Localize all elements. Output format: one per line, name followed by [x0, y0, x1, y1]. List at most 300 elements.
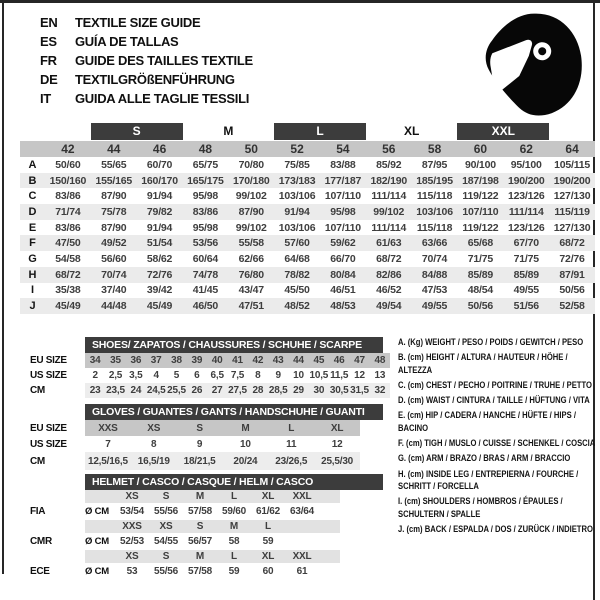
- size-value: M: [241, 422, 250, 434]
- measurement-value: 123/126: [507, 221, 545, 234]
- size-value: 23,5: [106, 385, 125, 396]
- measurement-value: 53/56: [192, 237, 219, 250]
- size-label: XS: [125, 491, 139, 502]
- language-code: EN: [40, 15, 58, 30]
- size-value: 10: [293, 370, 304, 381]
- band-values: [85, 520, 340, 533]
- size-value: 48: [374, 355, 386, 366]
- measurement-value: 127/130: [553, 221, 591, 234]
- shoes-size-table: [30, 337, 390, 398]
- size-value: 9: [275, 370, 281, 381]
- measurement-value: 70/74: [101, 268, 127, 281]
- measurement-row: [20, 188, 595, 204]
- size-number: 42: [61, 142, 75, 156]
- measurement-value: 65/75: [192, 158, 219, 171]
- racing-helmet-icon: [477, 12, 589, 118]
- size-value: XL: [330, 422, 344, 434]
- size-label: XL: [261, 491, 275, 502]
- size-number: 54: [336, 142, 350, 156]
- size-value: 23/26,5: [275, 455, 308, 467]
- measurement-value: 35/38: [55, 284, 81, 297]
- measurement-value: 85/89: [467, 268, 494, 281]
- measurement-value: 119/122: [462, 221, 499, 234]
- measurement-value: 45/49: [55, 300, 81, 313]
- language-title: GUIDA ALLE TAGLIE TESSILI: [75, 91, 250, 106]
- measurement-value: 39/42: [146, 284, 173, 297]
- row-values: [85, 383, 390, 398]
- measurement-value: 49/55: [421, 300, 448, 313]
- size-value: XS: [147, 422, 161, 434]
- size-value: 52/53: [119, 536, 145, 547]
- language-code: IT: [40, 91, 51, 106]
- size-label: XS: [125, 551, 139, 562]
- size-value: 30,5: [329, 385, 349, 396]
- measurement-value: 63/66: [421, 237, 448, 250]
- row-letter: A: [28, 158, 37, 171]
- measurement-value: 50/56: [559, 284, 585, 297]
- measurement-value: 103/106: [416, 205, 453, 218]
- measurement-value: 119/122: [462, 190, 499, 203]
- measurement-value: 111/114: [371, 221, 407, 234]
- size-value: 38: [171, 355, 182, 366]
- measurement-value: 190/200: [507, 174, 545, 187]
- measurement-value: 90/100: [464, 158, 496, 171]
- size-row-us-size: [30, 436, 390, 452]
- size-value: 56/57: [187, 536, 213, 547]
- standard-name: FIA: [30, 506, 46, 517]
- size-value: 16,5/19: [137, 455, 170, 467]
- measurement-value: 64/68: [284, 252, 310, 265]
- size-value: 18/21,5: [183, 455, 216, 467]
- size-number: 58: [427, 142, 442, 156]
- size-value: 46: [333, 355, 345, 366]
- measurement-value: 99/102: [373, 205, 405, 218]
- size-label: M: [195, 551, 205, 562]
- size-value: 39: [191, 355, 203, 366]
- measurement-value: 37/40: [101, 284, 127, 297]
- size-value: XXS: [98, 422, 118, 434]
- row-letter: I: [30, 284, 35, 297]
- size-label: L: [265, 521, 271, 532]
- measurement-value: 103/106: [278, 190, 316, 203]
- row-label: CM: [30, 455, 45, 467]
- size-value: 2: [92, 370, 98, 381]
- frame-border-top: [0, 0, 600, 3]
- size-row-cm: [30, 383, 390, 398]
- size-value: 47: [354, 355, 365, 366]
- measurement-value: 47/53: [421, 284, 448, 297]
- measurement-row: [20, 283, 595, 299]
- size-value: 12: [331, 438, 343, 450]
- size-value: 27: [211, 385, 223, 396]
- size-value: S: [196, 422, 203, 434]
- size-group-m: M: [223, 124, 234, 138]
- measurement-value: 115/119: [554, 205, 590, 218]
- measurement-value: 51/54: [146, 237, 173, 250]
- size-label: XXL: [292, 491, 312, 502]
- helmet-size-table: [30, 474, 340, 580]
- row-label: CM: [30, 385, 45, 396]
- size-value: 42: [252, 355, 264, 366]
- helmet-size-band: [30, 490, 340, 503]
- measurement-row: [20, 157, 595, 173]
- measurement-value: 70/80: [238, 158, 264, 171]
- measurement-value: 115/118: [416, 221, 453, 234]
- measurement-value: 75/78: [101, 205, 127, 218]
- size-label: L: [231, 551, 237, 562]
- size-value: 32: [374, 385, 386, 396]
- measurement-value: 46/51: [330, 284, 356, 297]
- measurement-value: 123/126: [507, 190, 545, 203]
- size-value: 4: [153, 370, 159, 381]
- measurement-value: 48/53: [330, 300, 356, 313]
- measurement-value: 68/72: [559, 237, 585, 250]
- size-value: 43: [272, 355, 284, 366]
- measurement-value: 82/86: [376, 268, 402, 281]
- measurement-value: 165/175: [187, 174, 224, 187]
- standard-values: [85, 533, 340, 550]
- size-row-cm: [30, 452, 390, 470]
- legend-item: G. (cm) ARM / BRAZO / BRAS / ARM / BRACCIO: [398, 453, 571, 464]
- size-number: 48: [198, 142, 213, 156]
- diameter-label: Ø CM: [85, 536, 110, 547]
- size-row-eu-size: [30, 353, 390, 368]
- size-row-us-size: [30, 368, 390, 383]
- row-letter: E: [28, 221, 37, 234]
- size-label: XXS: [122, 521, 142, 532]
- size-value: 24,5: [146, 385, 166, 396]
- size-value: 11,5: [330, 370, 349, 381]
- measurement-value: 83/88: [330, 158, 356, 171]
- measurement-value: 91/94: [146, 221, 173, 234]
- language-code: ES: [40, 34, 57, 49]
- size-value: 7,5: [230, 370, 245, 381]
- size-value: 13: [374, 370, 386, 381]
- row-values: [85, 353, 390, 368]
- measurement-value: 71/75: [467, 252, 494, 265]
- standard-values: [85, 503, 340, 520]
- size-value: 10: [240, 438, 251, 450]
- measurement-value: 103/106: [278, 221, 316, 234]
- band-values: [85, 490, 340, 503]
- measurement-value: 155/165: [95, 174, 133, 187]
- row-letter: C: [28, 190, 37, 203]
- measurement-value: 80/84: [330, 268, 356, 281]
- measurement-value: 87/90: [101, 221, 127, 234]
- measurement-value: 66/70: [330, 252, 356, 265]
- size-value: 2,5: [108, 370, 123, 381]
- row-label: US SIZE: [30, 370, 67, 381]
- language-row: [40, 32, 253, 51]
- measurement-value: 95/100: [510, 158, 542, 171]
- measurement-legend: [398, 336, 597, 538]
- size-value: 28: [252, 385, 264, 396]
- measurement-value: 61/63: [376, 237, 402, 250]
- measurement-value: 95/98: [192, 221, 219, 234]
- measurement-value: 78/82: [284, 268, 310, 281]
- measurement-value: 50/56: [467, 300, 494, 313]
- measurement-value: 71/75: [513, 252, 539, 265]
- size-value: 7: [105, 438, 111, 450]
- size-value: 25,5/30: [321, 455, 354, 467]
- size-value: 10,5: [309, 370, 329, 381]
- size-value: 59/60: [221, 506, 247, 517]
- measurement-value: 83/86: [192, 205, 219, 218]
- measurement-value: 87/90: [238, 205, 264, 218]
- size-label: S: [162, 491, 170, 502]
- gloves-size-table: [30, 404, 390, 470]
- measurement-value: 48/54: [467, 284, 494, 297]
- language-title: GUIDE DES TAILLES TEXTILE: [75, 53, 253, 68]
- size-value: 59: [228, 566, 240, 577]
- row-values: [85, 436, 360, 452]
- size-value: 37: [150, 355, 162, 366]
- size-label: M: [229, 521, 239, 532]
- size-value: 23: [89, 385, 101, 396]
- measurement-value: 57/60: [284, 237, 310, 250]
- measurement-value: 111/114: [371, 190, 407, 203]
- row-letter: H: [28, 268, 37, 281]
- row-values: [85, 368, 390, 383]
- measurement-value: 51/56: [513, 300, 539, 313]
- legend-item: C. (cm) CHEST / PECHO / POITRINE / TRUHE / PETTO: [398, 379, 592, 390]
- size-value: 55/56: [153, 566, 179, 577]
- size-value: 57/58: [187, 566, 213, 577]
- helmet-title-bar: HELMET / CASCO / CASQUE / HELM / CASCO: [85, 474, 383, 490]
- measurement-value: 55/58: [238, 237, 264, 250]
- measurement-value: 79/82: [146, 205, 173, 218]
- measurement-value: 95/98: [192, 190, 219, 203]
- language-code: DE: [40, 72, 58, 87]
- measurement-value: 177/187: [324, 174, 362, 187]
- measurement-value: 45/50: [284, 284, 310, 297]
- row-letter: F: [29, 237, 36, 250]
- measurement-value: 45/49: [146, 300, 173, 313]
- size-number: 62: [519, 142, 533, 156]
- shoes-title-bar: SHOES/ ZAPATOS / CHAUSSURES / SCHUHE / SCARPE: [85, 337, 383, 353]
- measurement-value: 68/72: [376, 252, 402, 265]
- measurement-value: 170/180: [232, 174, 270, 187]
- row-values: [85, 420, 360, 436]
- legend-item: J. (cm) BACK / ESPALDA / DOS / ZURÜCK / INDIETRO: [398, 524, 593, 535]
- size-value: 36: [130, 355, 142, 366]
- legend-item: D. (cm) WAIST / CINTURA / TAILLE / HÜFTUNG / VITA: [398, 395, 590, 406]
- language-row: [40, 89, 253, 108]
- size-group-l: L: [274, 123, 366, 140]
- size-value: 27,5: [228, 385, 247, 396]
- size-value: 59: [262, 536, 274, 547]
- row-letter: J: [29, 300, 36, 313]
- row-label: EU SIZE: [30, 422, 67, 434]
- measurement-value: 60/70: [146, 158, 173, 171]
- language-row: [40, 70, 253, 89]
- size-label: L: [231, 491, 237, 502]
- size-value: 35: [110, 355, 121, 366]
- measurement-value: 67/70: [513, 237, 539, 250]
- measurement-value: 47/50: [55, 237, 81, 250]
- measurement-value: 111/114: [508, 205, 544, 218]
- measurement-value: 83/86: [55, 190, 81, 203]
- measurement-value: 56/60: [101, 252, 127, 265]
- measurement-value: 59/62: [330, 237, 356, 250]
- size-value: 6,5: [210, 370, 224, 381]
- measurement-value: 52/58: [559, 300, 585, 313]
- size-value: 53/54: [119, 506, 145, 517]
- size-value: 30: [313, 385, 325, 396]
- size-value: 58: [228, 536, 240, 547]
- row-values: [85, 452, 360, 470]
- row-label: US SIZE: [30, 438, 67, 450]
- size-value: 60: [262, 566, 274, 577]
- measurement-row: [20, 298, 595, 314]
- size-number: 60: [473, 142, 488, 156]
- language-row: [40, 13, 253, 32]
- gloves-title-bar: GLOVES / GUANTES / GANTS / HANDSCHUHE / GUANTI: [85, 404, 383, 420]
- measurement-value: 87/90: [101, 190, 127, 203]
- measurement-value: 85/92: [376, 158, 402, 171]
- measurement-value: 187/198: [462, 174, 499, 187]
- legend-item: H. (cm) INSIDE LEG / ENTREPIERNA / FOURCHE / SCHRITT / FORCELLA: [398, 468, 579, 492]
- measurement-value: 182/190: [370, 174, 408, 187]
- size-label: XXL: [292, 551, 312, 562]
- size-value: 40: [211, 355, 223, 366]
- measurement-value: 50/60: [55, 158, 81, 171]
- legend-item: I. (cm) SHOULDERS / HOMBROS / ÉPAULES / SCHULTERN / SPALLE: [398, 496, 563, 519]
- size-group-row: [20, 123, 595, 140]
- size-value: 6: [194, 370, 200, 381]
- measurement-value: 173/183: [278, 174, 316, 187]
- size-value: 63/64: [289, 506, 315, 517]
- frame-border-left: [2, 0, 4, 574]
- size-label: XS: [159, 521, 173, 532]
- size-number: 64: [565, 142, 579, 156]
- diameter-label: Ø CM: [85, 566, 110, 577]
- row-letter: G: [28, 252, 37, 265]
- legend-item: F. (cm) TIGH / MUSLO / CUISSE / SCHENKEL / COSCIA: [398, 438, 596, 449]
- measurement-value: 54/58: [55, 252, 81, 265]
- size-value: 53: [126, 566, 138, 577]
- size-value: 8: [255, 370, 261, 381]
- measurement-row: [20, 204, 595, 220]
- size-value: 34: [89, 355, 101, 366]
- measurement-value: 49/52: [101, 237, 127, 250]
- measurement-row: [20, 267, 595, 283]
- size-value: 25,5: [167, 385, 186, 396]
- language-code: FR: [40, 53, 57, 68]
- measurement-value: 49/55: [513, 284, 539, 297]
- measurement-value: 85/89: [513, 268, 539, 281]
- size-value: 24: [130, 385, 142, 396]
- size-number: 52: [290, 142, 304, 156]
- measurement-row: [20, 251, 595, 267]
- size-group-xxl: XXL: [457, 123, 549, 140]
- size-value: 29: [293, 385, 304, 396]
- measurement-value: 46/50: [192, 300, 219, 313]
- measurement-value: 95/98: [330, 205, 356, 218]
- measurement-value: 115/118: [416, 190, 453, 203]
- size-number: 44: [107, 142, 121, 156]
- size-value: 9: [196, 438, 203, 450]
- measurement-value: 185/195: [416, 174, 453, 187]
- size-value: 31,5: [350, 385, 369, 396]
- size-value: 44: [293, 355, 304, 366]
- size-value: 26: [191, 385, 203, 396]
- measurement-row: [20, 220, 595, 236]
- measurement-value: 46/52: [376, 284, 402, 297]
- measurement-value: 105/115: [554, 158, 591, 171]
- diameter-label: Ø CM: [85, 506, 110, 517]
- size-value: 54/55: [153, 536, 179, 547]
- size-group-s: S: [91, 123, 183, 140]
- row-letter: D: [28, 205, 37, 218]
- size-value: 61/62: [255, 506, 281, 517]
- size-group-xl: XL: [403, 124, 420, 138]
- helmet-standard-row: [30, 563, 340, 580]
- measurement-value: 91/94: [146, 190, 173, 203]
- size-value: 12,5/16,5: [87, 455, 128, 467]
- standard-values: [85, 563, 340, 580]
- measurement-value: 44/48: [101, 300, 127, 313]
- size-value: 3,5: [129, 370, 143, 381]
- measurement-value: 55/65: [101, 158, 127, 171]
- size-label: S: [196, 521, 204, 532]
- measurement-value: 70/74: [421, 252, 448, 265]
- size-number: 50: [244, 142, 258, 156]
- size-value: 5: [173, 370, 180, 381]
- measurement-value: 65/68: [467, 237, 494, 250]
- measurement-value: 72/76: [559, 252, 585, 265]
- measurement-value: 60/64: [192, 252, 219, 265]
- legend-item: E. (cm) HIP / CADERA / HANCHE / HÜFTE / HIPS / BACINO: [398, 410, 576, 433]
- helmet-size-band: [30, 550, 340, 563]
- language-list: [40, 13, 253, 108]
- language-title: TEXTILE SIZE GUIDE: [75, 15, 201, 30]
- measurement-value: 190/200: [553, 174, 591, 187]
- measurement-value: 99/102: [235, 221, 267, 234]
- size-value: L: [288, 422, 295, 434]
- standard-name: CMR: [30, 536, 52, 547]
- helmet-standard-row: [30, 503, 340, 520]
- language-title: TEXTILGRÖßENFÜHRUNG: [75, 72, 235, 87]
- legend-item: B. (cm) HEIGHT / ALTURA / HAUTEUR / HÖHE / ALTEZZA: [398, 352, 568, 375]
- measurement-value: 47/51: [238, 300, 264, 313]
- size-row-eu-size: [30, 420, 390, 436]
- standard-name: ECE: [30, 566, 50, 577]
- size-number-row: [20, 141, 595, 157]
- measurement-value: 107/110: [324, 190, 361, 203]
- row-letter: B: [28, 174, 37, 187]
- measurement-value: 150/160: [49, 174, 87, 187]
- measurement-value: 91/94: [284, 205, 310, 218]
- measurement-value: 58/62: [146, 252, 173, 265]
- measurement-value: 84/88: [421, 268, 448, 281]
- size-value: 57/58: [187, 506, 213, 517]
- size-value: 45: [313, 355, 325, 366]
- measurement-value: 107/110: [324, 221, 361, 234]
- helmet-standard-row: [30, 533, 340, 550]
- measurement-value: 83/86: [55, 221, 81, 234]
- size-value: 41: [232, 355, 243, 366]
- measurement-value: 87/95: [421, 158, 448, 171]
- textile-size-table: [20, 123, 595, 314]
- size-label: S: [162, 551, 170, 562]
- measurement-value: 76/80: [238, 268, 264, 281]
- size-value: 28,5: [268, 385, 288, 396]
- size-value: 12: [354, 370, 365, 381]
- size-value: 55/56: [153, 506, 179, 517]
- measurement-value: 107/110: [462, 205, 499, 218]
- size-value: 61: [296, 566, 308, 577]
